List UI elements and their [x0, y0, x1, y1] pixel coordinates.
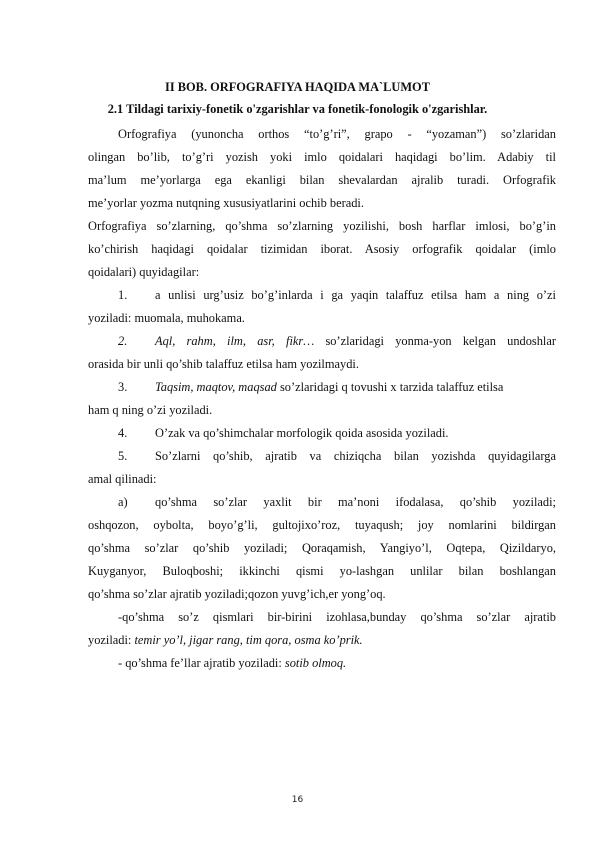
page-number: 16 [291, 795, 304, 805]
paragraph-1-line: ma’lum me’yorlarga ega ekanligi bilan shevalardan ajralib turadi. Orfografik [88, 173, 556, 187]
list-item-text: yoziladi: muomala, muhokama. [88, 311, 245, 325]
list-item-text: So’zlarni qo’shib, ajratib va chiziqcha bilan yozishda quyidagilarga [155, 449, 556, 463]
list-item-text: orasida bir unli qo’shib talaffuz etilsa ham yozilmaydi. [88, 357, 359, 371]
paragraph-2-line: ko’chirish haqidagi qoidalar tizimidan iborat. Asosiy orfografik qoidalar (imlo [88, 242, 556, 256]
list-item-number: 4. [118, 426, 128, 440]
sub-item-text: qo’shma so’zlar qo’shib yoziladi; Qoraqamish, Yangiyo’l, Oqtepa, Qizildaryo, [88, 541, 556, 555]
list-item-text: amal qilinadi: [88, 472, 157, 486]
paragraph-1-line: me’yorlar yozma nutqning xususiyatlarini ochib beradi. [88, 196, 364, 210]
paragraph-2-line: qoidalari) quyidagilar: [88, 265, 200, 279]
list-item-number: 1. [118, 288, 128, 302]
sub-item-text: Kuyganyor, Buloqboshi; ikkinchi qismi yo-lashgan unlilar bilan boshlangan [88, 564, 556, 578]
sub-item-label: a) [118, 495, 128, 509]
list-item-text: Taqsim, maqtov, maqsad so’zlaridagi q tovushi x tarzida talaffuz etilsa [155, 380, 504, 394]
section-heading: 2.1 Tildagi tarixiy-fonetik o'zgarishlar va fonetik-fonologik o'zgarishlar. [107, 102, 488, 116]
italic-examples: temir yo’l, jigar rang, tim qora, osma ko’prik. [134, 633, 363, 647]
dash-item-text: -qo’shma so’z qismlari bir-birini izohlasa,bunday qo’shma so’zlar ajratib [118, 610, 556, 624]
paragraph-1-line: Orfografiya (yunoncha orthos “to’g’ri”, grapo - “yozaman”) so’zlaridan [118, 127, 556, 141]
list-item-text: Aql, rahm, ilm, asr, fikr… so’zlaridagi yonma-yon kelgan undoshlar [155, 334, 556, 348]
paragraph-1-line: olingan bo’lib, to’g’ri yozish yoki imlo qoidalari haqidagi bo’lim. Adabiy til [88, 150, 556, 164]
sub-item-text: qo’shma so’zlar ajratib yoziladi;qozon yuvg’ich,er yong’oq. [88, 587, 386, 601]
dash-item-text: - qo’shma fe’llar ajratib yoziladi: sotib olmoq. [118, 656, 347, 670]
list-item-number: 2. [118, 334, 128, 348]
paragraph-2-line: Orfografiya so’zlarning, qo’shma so’zlarning yozilishi, bosh harflar imlosi, bo’g’in [88, 219, 556, 233]
italic-examples: Aql, rahm, ilm, asr, fikr… [155, 334, 315, 348]
dash-item-text: yoziladi: temir yo’l, jigar rang, tim qora, osma ko’prik. [88, 633, 363, 647]
sub-item-text: qo’shma so’zlar yaxlit bir ma’noni ifodalasa, qo’shib yoziladi; [155, 495, 556, 509]
italic-examples: Taqsim, maqtov, maqsad [155, 380, 277, 394]
list-item-text: a unlisi urg’usiz bo’g’inlarda i ga yaqin talaffuz etilsa ham a ning o’zi [155, 288, 556, 302]
list-item-number: 3. [118, 380, 128, 394]
sub-item-text: oshqozon, oybolta, boyo’g’li, gultojixo’roz, tuyaqush; joy nomlarini bildirgan [88, 518, 556, 532]
list-item-text: O’zak va qo’shimchalar morfologik qoida asosida yoziladi. [155, 426, 449, 440]
chapter-heading: II BOB. ORFOGRAFIYA HAQIDA MA`LUMOT [165, 80, 430, 94]
italic-examples: sotib olmoq. [284, 656, 347, 670]
list-item-text: ham q ning o’zi yoziladi. [88, 403, 213, 417]
list-item-number: 5. [118, 449, 128, 463]
